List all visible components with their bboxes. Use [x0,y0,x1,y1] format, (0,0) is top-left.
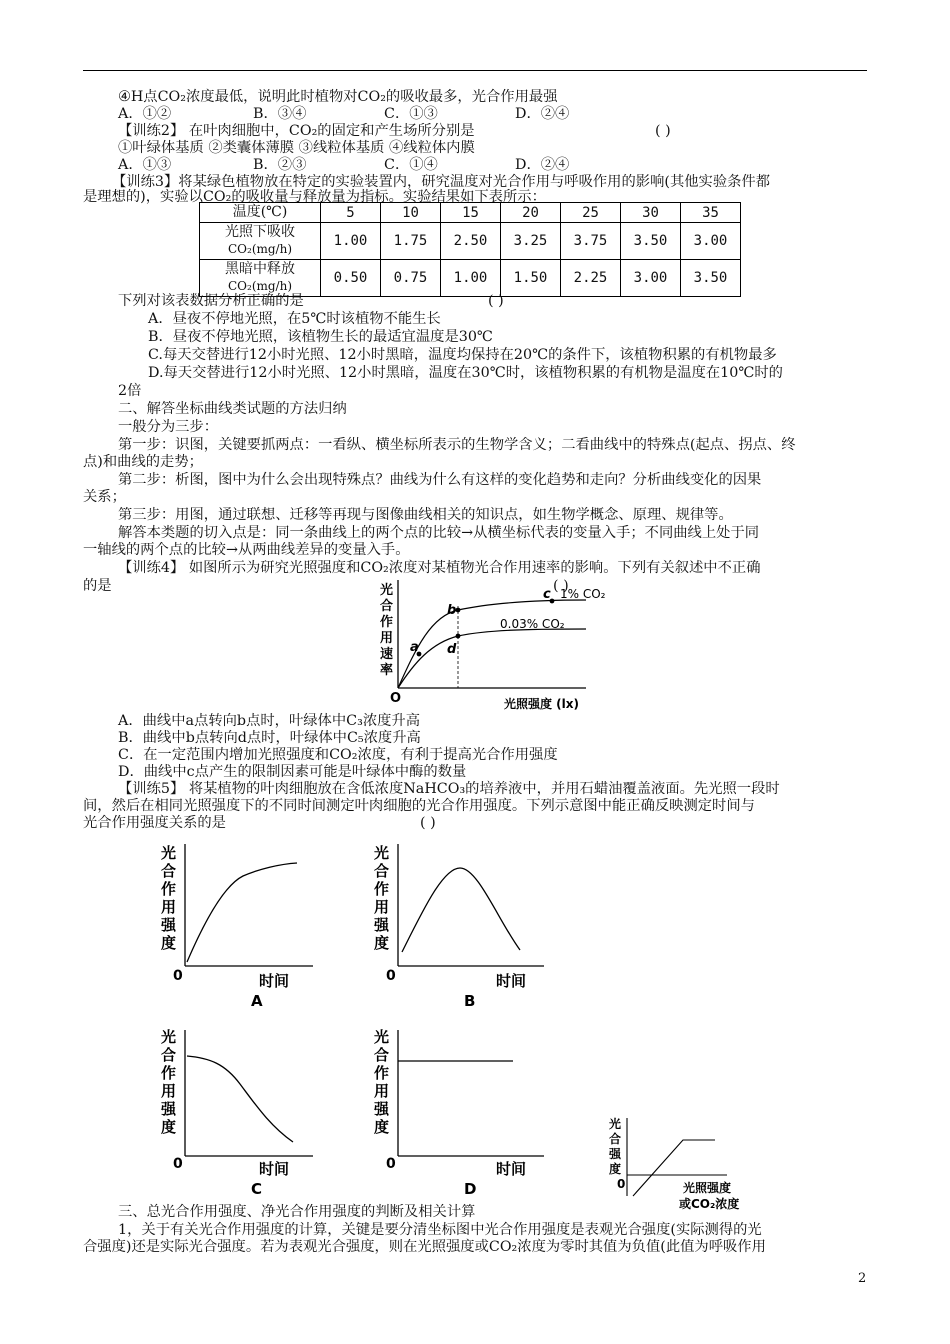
fig5b-curve [402,868,520,952]
table-cell: 2.25 [561,260,621,297]
fig6-ylabel [608,1116,622,1176]
table-header-cell: 15 [441,203,501,223]
fig5-ylabel-char: 度 [374,1118,390,1136]
table-row-label [200,260,321,297]
option-4-text: ④H点CO₂浓度最低，说明此时植物对CO₂的吸收最多，光合作用最强 [118,89,558,105]
table-cell: 3.00 [621,260,681,297]
paragraph: 关系； [83,489,126,505]
fig5b-label: B [464,992,476,1010]
paragraph: 1，关于有关光合作用强度的计算，关键是要分清坐标图中光合作用强度是表观光合强度(实际测得的光 [118,1222,762,1238]
fig5b-ylabel [373,844,390,952]
fig5-ylabel-char: 度 [161,934,177,952]
fig5-ylabel-char: 合 [374,1046,390,1064]
fig5-chart-c [155,1022,315,1200]
table-cell: 1.75 [381,223,441,260]
option-c: C.每天交替进行12小时光照、12小时黑暗，温度均保持在20℃的条件下，该植物积累的有机物最多 [148,347,777,363]
fig4-xlabel: 光照强度 (lx) [504,697,580,711]
fig4-curve-low [398,629,586,688]
answer-d: D．②④ [515,157,570,173]
paragraph: 合强度)还是实际光合强度。若为表观光合强度，则在光照强度或CO₂浓度为零时其值为负值(此值为呼吸作用 [83,1239,766,1255]
fig6-ylabel-char: 光 [609,1117,622,1131]
option-a: A．昼夜不停地光照，在5℃时该植物不能生长 [148,311,441,327]
answer-blank: ( ) [655,123,671,139]
fig4-ylabel-char: 光 [380,583,394,598]
table-cell: 0.50 [321,260,381,297]
table-cell: 3.75 [561,223,621,260]
fig4-ylabel-char: 速 [380,647,394,662]
answer-blank: ( ) [553,578,569,594]
fig5c-curve [187,1056,293,1142]
fig5b-xlabel: 时间 [496,972,527,990]
fig4-label-c: c [543,587,551,602]
exercise-2-question: 【训练2】 在叶肉细胞中，CO₂的固定和产生场所分别是 [118,123,475,139]
fig5-ylabel-char: 光 [374,1028,390,1046]
paragraph: 一般分为三步： [118,419,219,435]
exercise-2-options: ①叶绿体基质 ②类囊体薄膜 ③线粒体基质 ④线粒体内膜 [118,140,475,156]
exercise-3-prompt: 下列对该表数据分析正确的是 [118,293,304,309]
section-3-heading: 三、总光合作用强度、净光合作用强度的判断及相关计算 [118,1204,476,1220]
fig4-ylabel [380,582,393,678]
fig5a-label: A [251,992,263,1010]
paragraph: 第二步：析图，图中为什么会出现特殊点？曲线为什么有这样的变化趋势和走向？分析曲线变化的因果 [118,472,762,488]
table-cell: 1.00 [321,223,381,260]
fig4-origin: O [390,691,402,706]
fig5d-label: D [464,1180,477,1198]
option-b: B．昼夜不停地光照，该植物生长的最适宜温度是30℃ [148,329,493,345]
exercise-3-question: 【训练3】将某绿色植物放在特定的实验装置内，研究温度对光合作用与呼吸作用的影响(其他实验条件都 [112,174,771,190]
fig4-curve-high-label: 1% CO₂ [560,587,606,601]
fig4-point-b [456,608,461,613]
fig4-label-b: b [447,603,457,618]
fig5-ylabel-char: 光 [161,844,177,862]
fig5a-origin: 0 [173,968,183,984]
answer-a: A．①③ [118,157,172,173]
section-2-heading: 二、解答坐标曲线类试题的方法归纳 [118,401,347,417]
row-label-line: 光照下吸收 [225,224,295,240]
fig5b-origin: 0 [386,968,396,984]
exercise-5-question: 【训练5】 将某植物的叶肉细胞放在含低浓度NaHCO₃的培养液中，并用石蜡油覆盖液面。先光照一段时 [118,781,780,797]
row-label-line: CO₂(mg/h) [227,279,293,293]
fig5-ylabel-char: 用 [161,898,177,916]
option-c: C．在一定范围内增加光照强度和CO₂浓度，有利于提高光合作用强度 [118,747,558,763]
fig4-label-d: d [447,642,457,657]
fig4-curve-low-label: 0.03% CO₂ [500,617,565,631]
fig5-ylabel-char: 作 [374,1064,390,1082]
fig5-ylabel-char: 用 [161,1082,177,1100]
fig5-ylabel-char: 强 [161,1100,177,1118]
table-cell: 2.50 [441,223,501,260]
table-cell: 1.00 [441,260,501,297]
fig6-xlabel-1: 光照强度 [683,1181,732,1195]
fig5a-ylabel [160,844,177,952]
fig5a-xlabel: 时间 [259,972,290,990]
fig4-ylabel-char: 率 [380,663,394,678]
fig5-ylabel-char: 合 [161,1046,177,1064]
fig6-xlabel-2: 或CO₂浓度 [679,1197,740,1211]
table-header-cell: 30 [621,203,681,223]
fig5-chart-b [368,840,548,1010]
answer-b: B．②③ [253,157,307,173]
fig5c-xlabel: 时间 [259,1160,290,1178]
fig4-ylabel-char: 用 [380,631,394,646]
fig5-ylabel-char: 光 [374,844,390,862]
table-header-label: 温度(℃) [200,203,321,223]
fig5c-origin: 0 [173,1156,183,1172]
fig5a-curve [187,863,297,962]
fig4-ylabel-char: 作 [380,615,394,630]
row-label-line: CO₂(mg/h) [227,242,293,256]
fig5d-origin: 0 [386,1156,396,1172]
fig4-ylabel-char: 合 [380,599,394,614]
table-cell: 3.00 [681,223,741,260]
fig5-ylabel-char: 强 [374,1100,390,1118]
fig5-ylabel-char: 度 [161,1118,177,1136]
table-header-cell: 25 [561,203,621,223]
fig4-chart [376,578,606,714]
exercise-4-question: 【训练4】 如图所示为研究光照强度和CO₂浓度对某植物光合作用速率的影响。下列有关叙述中不正确 [118,560,761,576]
fig4-curve-high [398,600,586,688]
table-header-cell: 20 [501,203,561,223]
exercise-3-question-cont: 是理想的)，实验以CO₂的吸收量与释放量为指标。实验结果如下表所示： [83,189,546,205]
fig5-ylabel-char: 作 [161,1064,177,1082]
fig6-ylabel-char: 度 [609,1162,622,1176]
fig5-ylabel-char: 合 [374,862,390,880]
answer-a: A．①② [118,106,172,122]
fig5c-label: C [251,1180,263,1198]
table-cell: 3.25 [501,223,561,260]
fig5-chart-a [155,840,315,1010]
fig5-ylabel-char: 光 [161,1028,177,1046]
fig5c-ylabel [160,1028,177,1136]
fig6-chart [603,1112,763,1216]
answer-blank: ( ) [420,815,436,831]
option-a: A．曲线中a点转向b点时，叶绿体中C₃浓度升高 [118,713,421,729]
header-rule [83,70,867,71]
fig5d-xlabel: 时间 [496,1160,527,1178]
paragraph: 一轴线的两个点的比较→从两曲线差异的变量入手。 [83,542,410,558]
answer-c: C．①③ [384,106,438,122]
table-cell: 0.75 [381,260,441,297]
fig4-point-d [456,634,461,639]
fig5-ylabel-char: 用 [374,898,390,916]
fig5-ylabel-char: 度 [374,934,390,952]
fig4-label-a: a [410,640,419,655]
paragraph: 点)和曲线的走势； [83,454,203,470]
answer-d: D．②④ [515,106,570,122]
paragraph: 解答本类题的切入点是：同一条曲线上的两个点的比较→从横坐标代表的变量入手；不同曲线上处于同 [118,525,760,541]
table-row-label [200,223,321,260]
option-d: D．曲线中c点产生的限制因素可能是叶绿体中酶的数量 [118,764,467,780]
row-label-line: 黑暗中释放 [225,261,295,277]
paragraph: 第一步：识图，关键要抓两点：一看纵、横坐标所表示的生物学含义；二看曲线中的特殊点(起点、拐点、终 [118,437,796,453]
fig5d-ylabel [373,1028,390,1136]
exercise-5-question-cont: 间，然后在相同光照强度下的不同时间测定叶肉细胞的光合作用强度。下列示意图中能正确反映测定时间与 [83,798,755,814]
table-cell: 1.50 [501,260,561,297]
fig5-ylabel-char: 作 [374,880,390,898]
fig6-origin: 0 [617,1177,626,1191]
option-d-cont: 2倍 [118,383,142,399]
fig5-ylabel-char: 强 [374,916,390,934]
table-header-cell: 10 [381,203,441,223]
table-cell: 3.50 [621,223,681,260]
fig5-ylabel-char: 强 [161,916,177,934]
fig6-ylabel-char: 合 [609,1132,622,1146]
exercise-4-question-cont: 的是 [83,578,112,594]
answer-blank: ( ) [488,293,504,309]
option-d: D.每天交替进行12小时光照、12小时黑暗，温度在30℃时，该植物积累的有机物是温度在10℃时的 [148,365,783,381]
option-b: B．曲线中b点转向d点时，叶绿体中C₅浓度升高 [118,730,421,746]
table-cell: 3.50 [681,260,741,297]
fig5-ylabel-char: 用 [374,1082,390,1100]
page-number: 2 [858,1271,867,1286]
answer-b: B．③④ [253,106,307,122]
exercise-5-question-cont: 光合作用强度关系的是 [83,815,226,831]
table-header-cell: 5 [321,203,381,223]
table-header-cell: 35 [681,203,741,223]
fig5-ylabel-char: 合 [161,862,177,880]
paragraph: 第三步：用图，通过联想、迁移等再现与图像曲线相关的知识点，如生物学概念、原理、规律等。 [118,507,733,523]
fig5-ylabel-char: 作 [161,880,177,898]
answer-c: C．①④ [384,157,438,173]
exercise-3-table [199,202,741,297]
fig5-chart-d [368,1022,548,1200]
fig6-ylabel-char: 强 [609,1147,622,1161]
